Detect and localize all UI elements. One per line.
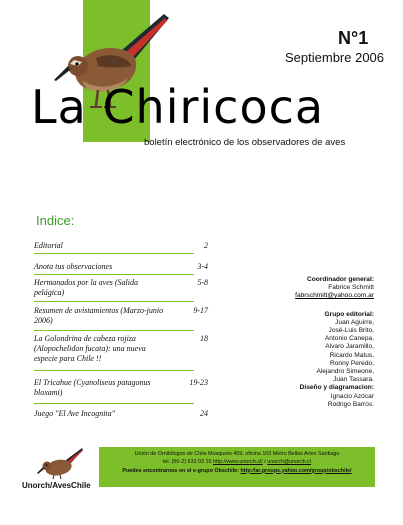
editorial-member: Alvaro Jaramillo,	[325, 343, 374, 351]
editorial-member: Juan Tassara.	[333, 376, 374, 384]
unorch-bird-logo-icon	[36, 446, 84, 480]
unorch-logo-text: Unorch/AvesChile	[22, 481, 91, 490]
coordinator-email-link[interactable]: fabrschmitt@yahoo.com.ar	[295, 292, 374, 300]
editorial-member: Ronny Peredo,	[330, 359, 374, 367]
toc-item-pages: 9-17	[193, 306, 208, 315]
toc-item[interactable]	[34, 262, 208, 272]
issue-number: N°1	[338, 28, 369, 48]
design-member: Rodrigo Barros.	[327, 400, 374, 408]
footer-group-line	[103, 467, 371, 475]
toc-divider	[34, 370, 194, 371]
editorial-member: Juan Aguirre,	[335, 318, 374, 326]
editorial-member: Ricardo Matus,	[329, 351, 374, 359]
toc-item-pages: 18	[200, 334, 208, 343]
toc-item[interactable]	[34, 306, 208, 326]
editorial-heading: Grupo editorial:	[324, 310, 374, 318]
design-heading: Diseño y diagramacion:	[299, 384, 374, 392]
editorial-member: José-Luis Brito,	[328, 327, 374, 335]
toc-divider	[34, 301, 194, 302]
toc-item-title: Juego "El Ave Incognita"	[34, 409, 115, 418]
footer-website-link[interactable]: http://www.unorch.cl/	[213, 459, 263, 466]
coordinator-heading: Coordinador general:	[306, 276, 374, 283]
toc-item-title: El Tricahue (Cyanoliseus patagonus bloxami)	[34, 378, 151, 397]
editorial-member: Alejandro Simeone,	[316, 368, 374, 376]
footer-group-link[interactable]: http://ar.groups.yahoo.com/group/obschile/	[240, 467, 352, 474]
toc-item[interactable]	[34, 334, 208, 364]
toc-item[interactable]	[34, 241, 208, 251]
toc-divider	[34, 403, 194, 404]
toc-item-title: Resumen de avistamientos (Marzo-junio 2006)	[34, 306, 164, 325]
toc-item-pages: 5-8	[197, 278, 208, 287]
toc-item-pages: 24	[200, 409, 208, 418]
toc-divider	[34, 253, 194, 254]
toc-item-title: Editorial	[34, 241, 63, 250]
toc-item-pages: 2	[204, 241, 208, 250]
toc-item-title: La Golondrina de cabeza rojiza (Alopochelidon fucata): una nueva especie para Chile !!	[34, 334, 146, 363]
toc-item-pages: 19-23	[189, 378, 208, 387]
toc-item[interactable]	[34, 409, 208, 419]
footer-group-prefix: Puedes encontrarnos en el e-grupo Obschile:	[122, 467, 239, 474]
toc-item[interactable]	[34, 278, 208, 298]
footer-contact-box	[99, 447, 375, 487]
credits-block	[270, 276, 374, 409]
toc-item-title: Anota tus observaciones	[34, 262, 113, 271]
design-member: Ignacio Azócar	[330, 392, 374, 400]
toc-divider	[34, 274, 194, 275]
footer-email-link[interactable]: unorch@unorch.cl	[267, 459, 312, 466]
newsletter-title: La Chiricoca	[31, 80, 325, 134]
footer-phone: tel. (56-2) 633 03 15	[162, 459, 212, 466]
toc-item-pages: 3-4	[197, 262, 208, 271]
footer-contact-line: tel. (56-2) 633 03 15 http://www.unorch.cl/ / unorch@unorch.cl	[162, 459, 312, 466]
issue-date: Septiembre 2006	[285, 50, 385, 65]
toc-item[interactable]	[34, 378, 208, 398]
footer-address: Unión de Ornitólogos de Chile Mosqueto 459, oficina 103 Metro Bellas Artes Santiago	[134, 451, 340, 457]
toc-item-title: Hermanados por la aves (Salida pelágica)	[34, 278, 138, 297]
editorial-member: Antonio Canepa,	[324, 335, 374, 343]
index-title: Indice:	[36, 213, 75, 228]
coordinator-name: Fabrice Schmitt	[328, 284, 374, 292]
newsletter-subtitle: boletín electrónico de los observadores de aves	[144, 137, 346, 148]
toc-divider	[34, 330, 194, 331]
